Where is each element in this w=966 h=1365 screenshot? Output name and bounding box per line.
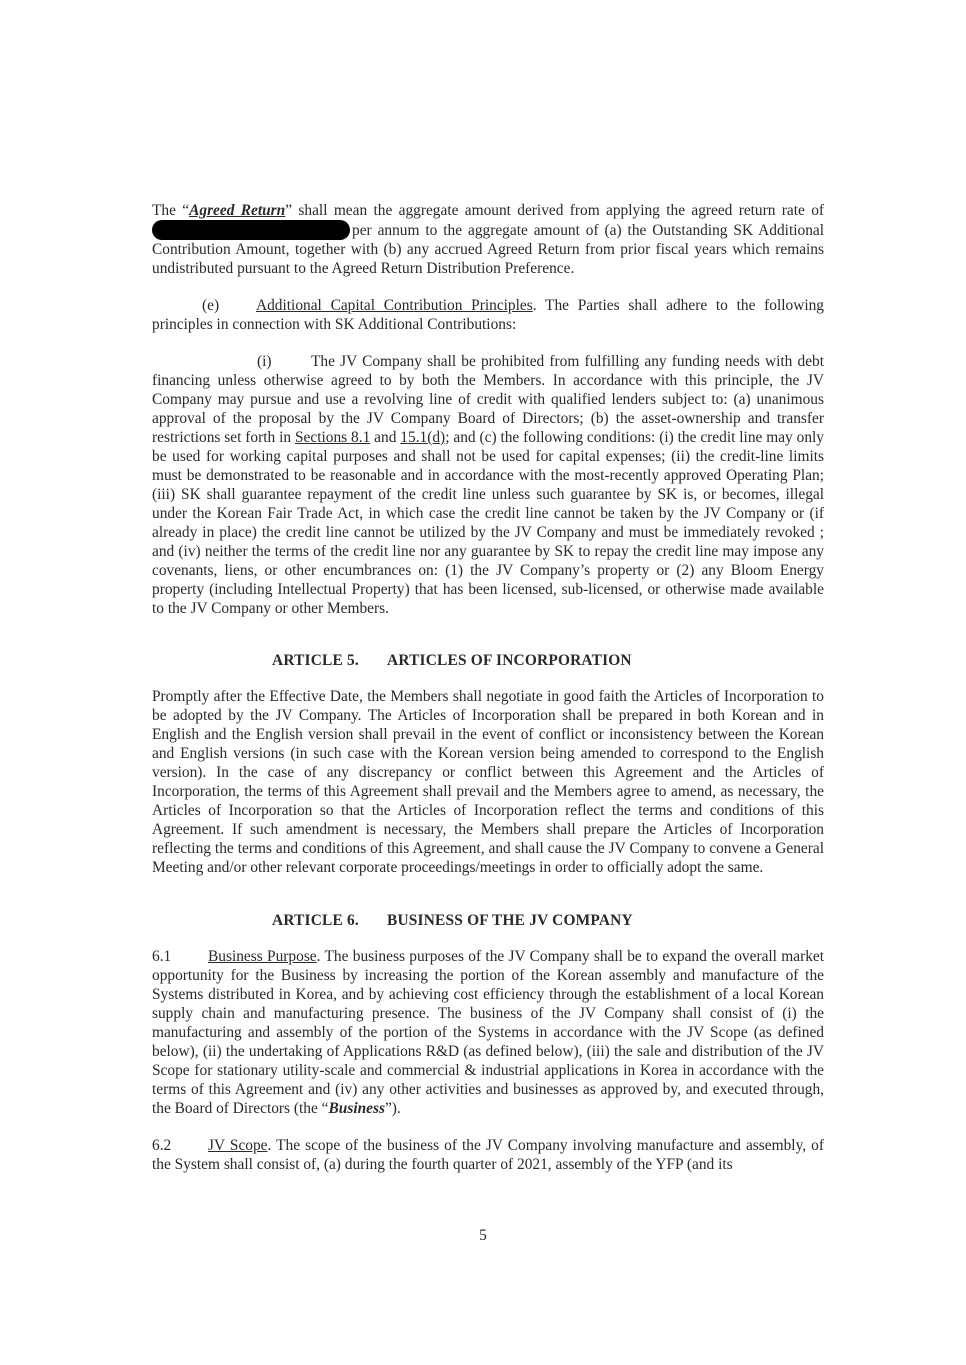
principle-i-text-b: ; and (c) the following conditions: (i) the credit line may only be used for working capital purposes and shall not be used for capital expenses; (ii) the credit-line limits must be demonstrated to be reasonable and in accordance with the most-recently approved Operating Plan; (iii) SK shall guarantee repayment of the credit line unless such guarantee by SK is, or becomes, illegal under the Korean Fair Trade Act, in which case the credit line cannot be taken by the JV Company or (if already in place) the credit line cannot be utilized by the JV Company and must be immediately revoked ; and (iv) neither the terms of the credit line nor any guarantee by SK to repay the credit line may impose any covenants, liens, or other encumbrances on: (1) the JV Company’s property or (2) any Bloom Energy property (including Intellectual Property) that has been licensed, sub-licensed, or otherwise made available to the JV Company or other Members. [152, 429, 824, 617]
agreed-return-prefix: The “ [152, 202, 190, 219]
principle-i-and: and [370, 429, 401, 446]
section-6-2-text: . The scope of the business of the JV Company involving manufacture and assembly, of the System shall consist of, (a) during the fourth quarter of 2021, assembly of the YFP (and its [152, 1137, 824, 1173]
section-reference-8-1: Sections 8.1 [294, 429, 371, 446]
section-6-2-heading: JV Scope [208, 1137, 268, 1154]
article-5-title: ARTICLES OF INCORPORATION [387, 652, 632, 669]
principles-heading: Additional Capital Contribution Principles [256, 297, 533, 314]
principles-text: . The Parties shall adhere to the following principles in connection with SK Additional Contributions: [152, 297, 824, 333]
section-6-1-number: 6.1 [152, 948, 172, 965]
article-5-paragraph: Promptly after the Effective Date, the Members shall negotiate in good faith the Articles of Incorporation to be adopted by the JV Company. The Articles of Incorporation shall be prepared in both Korean and in English and the English version shall prevail in the event of conflict or inconsistency between the Korean and English versions (in such case with the Korean version being amended to correspond to the English version). In the case of any discrepancy or conflict between this Agreement and the Articles of Incorporation, the terms of this Agreement shall prevail and the Members agree to amend, as necessary, the Articles of Incorporation so that the Articles of Incorporation reflect the terms and conditions of this Agreement. If such amendment is necessary, the Members shall prepare the Articles of Incorporation reflecting the terms and conditions of this Agreement, and shall cause the JV Company to convene a General Meeting and/or other relevant corporate proceedings/meetings in order to officially adopt the same. [152, 688, 824, 876]
section-6-2-number: 6.2 [152, 1137, 172, 1154]
article-5-heading [272, 651, 824, 670]
article-6-heading [272, 911, 824, 930]
section-6-2-paragraph [152, 1136, 824, 1174]
article-5-number: ARTICLE 5. [272, 652, 359, 669]
agreed-return-paragraph [152, 201, 824, 278]
principles-label: (e) [202, 297, 220, 314]
business-term: Business [328, 1100, 385, 1117]
page-number: 5 [479, 1227, 487, 1244]
redaction-block [152, 220, 350, 240]
section-6-1-end: ”). [384, 1100, 401, 1117]
principles-paragraph [152, 296, 824, 334]
principle-i-label: (i) [257, 353, 272, 370]
agreed-return-after-term: ” shall mean the aggregate amount derived from applying the agreed return rate of [285, 202, 825, 219]
agreed-return-term: Agreed Return [189, 202, 286, 219]
article-6-title: BUSINESS OF THE JV COMPANY [387, 912, 633, 929]
section-6-1-text: . The business purposes of the JV Company shall be to expand the overall market opportunity for the Business by increasing the portion of the Korean assembly and manufacture of the Systems distributed in Korea, and by achieving cost efficiency through the establishment of a local Korean supply chain and manufacturing presence. The business of the JV Company shall consist of (i) the manufacturing and assembly of the portion of the Systems in accordance with the JV Scope (as defined below), (ii) the undertaking of Applications R&D (as defined below), (iii) the sale and distribution of the JV Scope for stationary utility-scale and commercial & industrial applications in Korea in accordance with the terms of this Agreement and (iv) any other activities and businesses as approved by, and executed through, the Board of Directors (the “ [152, 948, 824, 1117]
principle-i-text-a: The JV Company shall be prohibited from fulfilling any funding needs with debt financing unless otherwise agreed to by both the Members. In accordance with this principle, the JV Company may pursue and use a revolving line of credit with qualified lenders subject to: (a) unanimous approval of the proposal by the JV Company Board of Directors; (b) the asset-ownership and transfer restrictions set forth in [152, 353, 824, 446]
principle-i-paragraph [152, 352, 824, 618]
section-6-1-heading: Business Purpose [208, 948, 317, 965]
document-page [152, 201, 824, 1192]
agreed-return-text: per annum to the aggregate amount of (a) the Outstanding SK Additional Contribution Amount, together with (b) any accrued Agreed Return from prior fiscal years which remains undistributed pursuant to the Agreed Return Distribution Preference. [152, 222, 824, 277]
section-reference-15-1-d: 15.1(d) [400, 429, 446, 446]
section-6-1-paragraph [152, 947, 824, 1118]
article-6-number: ARTICLE 6. [272, 912, 359, 929]
